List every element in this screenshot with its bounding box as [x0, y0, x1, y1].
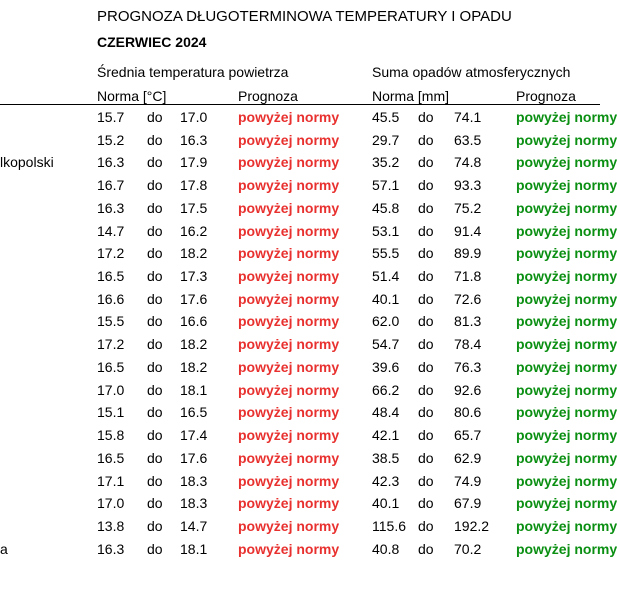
- temperature-norm-min: 16.3: [97, 154, 125, 171]
- precipitation-norm-max: 192.2: [454, 517, 490, 534]
- precipitation-norm-max: 71.8: [454, 268, 482, 285]
- precipitation-norm-min: 40.1: [372, 495, 400, 512]
- temperature-norm-max: 17.5: [180, 199, 208, 216]
- precipitation-group-header: Suma opadów atmosferycznych: [372, 64, 571, 80]
- precipitation-norm-min: 115.6: [372, 517, 406, 534]
- temperature-range-separator: do: [147, 381, 163, 398]
- precipitation-norm-max: 62.9: [454, 449, 482, 466]
- precipitation-forecast: powyżej normy: [516, 222, 617, 239]
- temperature-range-separator: do: [147, 472, 163, 489]
- precipitation-norm-min: 54.7: [372, 336, 400, 353]
- precipitation-forecast-header: Prognoza: [516, 88, 576, 104]
- table-row: [0, 492, 617, 515]
- temperature-forecast: powyżej normy: [238, 517, 340, 534]
- table-row: [0, 515, 617, 538]
- temperature-norm-min: 15.1: [97, 404, 125, 421]
- temperature-range-separator: do: [147, 222, 163, 239]
- table-row: [0, 174, 617, 197]
- precipitation-norm-min: 38.5: [372, 449, 400, 466]
- precipitation-range-separator: do: [418, 131, 434, 148]
- precipitation-norm-min: 29.7: [372, 131, 400, 148]
- precipitation-norm-max: 81.3: [454, 313, 482, 330]
- precipitation-norm-min: 48.4: [372, 404, 400, 421]
- temperature-range-separator: do: [147, 358, 163, 375]
- precipitation-norm-min: 51.4: [372, 268, 400, 285]
- temperature-forecast: powyżej normy: [238, 449, 340, 466]
- precipitation-forecast: powyżej normy: [516, 472, 617, 489]
- precipitation-range-separator: do: [418, 199, 434, 216]
- temperature-forecast-header: Prognoza: [238, 88, 298, 104]
- temperature-norm-max: 17.9: [180, 154, 208, 171]
- precipitation-range-separator: do: [418, 245, 434, 262]
- precipitation-range-separator: do: [418, 177, 434, 194]
- precipitation-range-separator: do: [418, 222, 434, 239]
- temperature-range-separator: do: [147, 517, 163, 534]
- precipitation-forecast: powyżej normy: [516, 131, 617, 148]
- precipitation-norm-max: 76.3: [454, 358, 482, 375]
- precipitation-norm-max: 70.2: [454, 540, 482, 557]
- temperature-norm-min: 17.2: [97, 245, 125, 262]
- precipitation-forecast: powyżej normy: [516, 540, 617, 557]
- precipitation-norm-max: 75.2: [454, 199, 482, 216]
- precipitation-forecast: powyżej normy: [516, 336, 617, 353]
- temperature-norm-min: 16.7: [97, 177, 125, 194]
- temperature-norm-max: 17.0: [180, 109, 208, 125]
- temperature-range-separator: do: [147, 290, 163, 307]
- temperature-norm-min: 16.3: [97, 540, 125, 557]
- period-title: CZERWIEC 2024: [97, 34, 207, 50]
- temperature-forecast: powyżej normy: [238, 222, 340, 239]
- temperature-norm-max: 18.3: [180, 472, 208, 489]
- temperature-norm-min: 16.3: [97, 199, 125, 216]
- temperature-forecast: powyżej normy: [238, 154, 340, 171]
- precipitation-norm-max: 74.8: [454, 154, 482, 171]
- temperature-forecast: powyżej normy: [238, 131, 340, 148]
- table-row: [0, 151, 617, 174]
- precipitation-norm-max: 93.3: [454, 177, 482, 194]
- temperature-norm-min: 16.5: [97, 449, 125, 466]
- precipitation-forecast: powyżej normy: [516, 358, 617, 375]
- precipitation-range-separator: do: [418, 404, 434, 421]
- temperature-norm-max: 17.8: [180, 177, 208, 194]
- table-row: [0, 538, 617, 561]
- precipitation-norm-min: 57.1: [372, 177, 400, 194]
- region-name: lkopolski: [0, 154, 54, 171]
- precipitation-norm-min: 45.5: [372, 109, 400, 125]
- temperature-norm-max: 17.6: [180, 449, 208, 466]
- temperature-norm-min: 15.5: [97, 313, 125, 330]
- region-name: a: [0, 540, 8, 557]
- temperature-forecast: powyżej normy: [238, 290, 340, 307]
- precipitation-range-separator: do: [418, 495, 434, 512]
- temperature-forecast: powyżej normy: [238, 268, 340, 285]
- precipitation-norm-min: 39.6: [372, 358, 400, 375]
- temperature-norm-min: 15.8: [97, 427, 125, 444]
- temperature-range-separator: do: [147, 540, 163, 557]
- temperature-norm-max: 18.3: [180, 495, 208, 512]
- precipitation-forecast: powyżej normy: [516, 154, 617, 171]
- precipitation-forecast: powyżej normy: [516, 381, 617, 398]
- precipitation-norm-min: 66.2: [372, 381, 400, 398]
- precipitation-norm-max: 67.9: [454, 495, 482, 512]
- precipitation-range-separator: do: [418, 381, 434, 398]
- temperature-range-separator: do: [147, 131, 163, 148]
- precipitation-norm-max: 65.7: [454, 427, 482, 444]
- precipitation-norm-max: 92.6: [454, 381, 482, 398]
- precipitation-norm-min: 45.8: [372, 199, 400, 216]
- temperature-range-separator: do: [147, 109, 163, 125]
- temperature-forecast: powyżej normy: [238, 358, 340, 375]
- table-row: [0, 265, 617, 288]
- temperature-forecast: powyżej normy: [238, 404, 340, 421]
- precipitation-norm-max: 74.1: [454, 109, 482, 125]
- precipitation-range-separator: do: [418, 358, 434, 375]
- temperature-range-separator: do: [147, 154, 163, 171]
- temperature-norm-min: 17.0: [97, 495, 125, 512]
- temperature-forecast: powyżej normy: [238, 381, 340, 398]
- table-row: [0, 447, 617, 470]
- temperature-range-separator: do: [147, 495, 163, 512]
- precipitation-range-separator: do: [418, 517, 434, 534]
- temperature-norm-min: 14.7: [97, 222, 125, 239]
- table-row: [0, 379, 617, 402]
- temperature-norm-min: 13.8: [97, 517, 125, 534]
- precipitation-forecast: powyżej normy: [516, 245, 617, 262]
- temperature-range-separator: do: [147, 336, 163, 353]
- precipitation-norm-max: 72.6: [454, 290, 482, 307]
- precipitation-norm-min: 42.1: [372, 427, 400, 444]
- temperature-norm-min: 17.0: [97, 381, 125, 398]
- temperature-norm-max: 17.6: [180, 290, 208, 307]
- temperature-norm-min: 16.5: [97, 268, 125, 285]
- temperature-range-separator: do: [147, 268, 163, 285]
- temperature-forecast: powyżej normy: [238, 495, 340, 512]
- temperature-norm-max: 17.3: [180, 268, 208, 285]
- temperature-forecast: powyżej normy: [238, 199, 340, 216]
- temperature-range-separator: do: [147, 427, 163, 444]
- precipitation-forecast: powyżej normy: [516, 404, 617, 421]
- precipitation-forecast: powyżej normy: [516, 449, 617, 466]
- precipitation-norm-min: 40.1: [372, 290, 400, 307]
- table-row: [0, 401, 617, 424]
- table-row: [0, 310, 617, 333]
- temperature-forecast: powyżej normy: [238, 109, 340, 125]
- temperature-norm-header: Norma [°C]: [97, 88, 167, 104]
- precipitation-range-separator: do: [418, 449, 434, 466]
- precipitation-forecast: powyżej normy: [516, 109, 617, 125]
- precipitation-forecast: powyżej normy: [516, 177, 617, 194]
- precipitation-range-separator: do: [418, 154, 434, 171]
- precipitation-range-separator: do: [418, 336, 434, 353]
- temperature-norm-max: 16.5: [180, 404, 208, 421]
- temperature-range-separator: do: [147, 404, 163, 421]
- temperature-norm-max: 18.1: [180, 540, 208, 557]
- temperature-norm-max: 16.2: [180, 222, 208, 239]
- temperature-norm-max: 17.4: [180, 427, 208, 444]
- precipitation-norm-min: 40.8: [372, 540, 400, 557]
- temperature-norm-max: 14.7: [180, 517, 208, 534]
- temperature-norm-max: 16.6: [180, 313, 208, 330]
- precipitation-norm-min: 62.0: [372, 313, 400, 330]
- temperature-norm-min: 16.5: [97, 358, 125, 375]
- precipitation-norm-header: Norma [mm]: [372, 88, 449, 104]
- table-row: [0, 106, 617, 129]
- table-row: [0, 288, 617, 311]
- temperature-range-separator: do: [147, 313, 163, 330]
- temperature-forecast: powyżej normy: [238, 472, 340, 489]
- precipitation-forecast: powyżej normy: [516, 427, 617, 444]
- precipitation-forecast: powyżej normy: [516, 268, 617, 285]
- precipitation-norm-min: 42.3: [372, 472, 400, 489]
- table-row: [0, 470, 617, 493]
- precipitation-range-separator: do: [418, 472, 434, 489]
- precipitation-forecast: powyżej normy: [516, 199, 617, 216]
- precipitation-range-separator: do: [418, 540, 434, 557]
- temperature-norm-max: 18.2: [180, 245, 208, 262]
- precipitation-norm-min: 55.5: [372, 245, 400, 262]
- temperature-forecast: powyżej normy: [238, 540, 340, 557]
- forecast-table-body: [0, 106, 617, 560]
- precipitation-range-separator: do: [418, 109, 434, 125]
- table-row: [0, 333, 617, 356]
- temperature-range-separator: do: [147, 177, 163, 194]
- temperature-group-header: Średnia temperatura powietrza: [97, 64, 289, 80]
- temperature-forecast: powyżej normy: [238, 313, 340, 330]
- precipitation-norm-max: 74.9: [454, 472, 482, 489]
- temperature-norm-min: 16.6: [97, 290, 125, 307]
- header-divider: [0, 104, 600, 105]
- temperature-range-separator: do: [147, 449, 163, 466]
- temperature-forecast: powyżej normy: [238, 336, 340, 353]
- precipitation-forecast: powyżej normy: [516, 495, 617, 512]
- precipitation-norm-max: 63.5: [454, 131, 482, 148]
- precipitation-norm-min: 35.2: [372, 154, 400, 171]
- document-title: PROGNOZA DŁUGOTERMINOWA TEMPERATURY I OPADU: [97, 8, 512, 25]
- precipitation-norm-max: 91.4: [454, 222, 482, 239]
- precipitation-norm-max: 80.6: [454, 404, 482, 421]
- temperature-norm-max: 18.2: [180, 358, 208, 375]
- temperature-norm-min: 17.1: [97, 472, 125, 489]
- table-row: [0, 356, 617, 379]
- temperature-norm-max: 18.2: [180, 336, 208, 353]
- precipitation-forecast: powyżej normy: [516, 517, 617, 534]
- precipitation-forecast: powyżej normy: [516, 313, 617, 330]
- temperature-norm-min: 15.2: [97, 131, 125, 148]
- precipitation-forecast: powyżej normy: [516, 290, 617, 307]
- precipitation-range-separator: do: [418, 313, 434, 330]
- temperature-range-separator: do: [147, 199, 163, 216]
- table-row: [0, 424, 617, 447]
- precipitation-range-separator: do: [418, 290, 434, 307]
- table-row: [0, 242, 617, 265]
- temperature-norm-max: 18.1: [180, 381, 208, 398]
- table-row: [0, 129, 617, 152]
- table-row: [0, 220, 617, 243]
- precipitation-range-separator: do: [418, 427, 434, 444]
- temperature-range-separator: do: [147, 245, 163, 262]
- temperature-forecast: powyżej normy: [238, 427, 340, 444]
- table-row: [0, 197, 617, 220]
- temperature-norm-min: 17.2: [97, 336, 125, 353]
- temperature-forecast: powyżej normy: [238, 177, 340, 194]
- precipitation-norm-max: 78.4: [454, 336, 482, 353]
- temperature-forecast: powyżej normy: [238, 245, 340, 262]
- precipitation-norm-min: 53.1: [372, 222, 400, 239]
- precipitation-norm-max: 89.9: [454, 245, 482, 262]
- temperature-norm-max: 16.3: [180, 131, 208, 148]
- temperature-norm-min: 15.7: [97, 109, 125, 125]
- precipitation-range-separator: do: [418, 268, 434, 285]
